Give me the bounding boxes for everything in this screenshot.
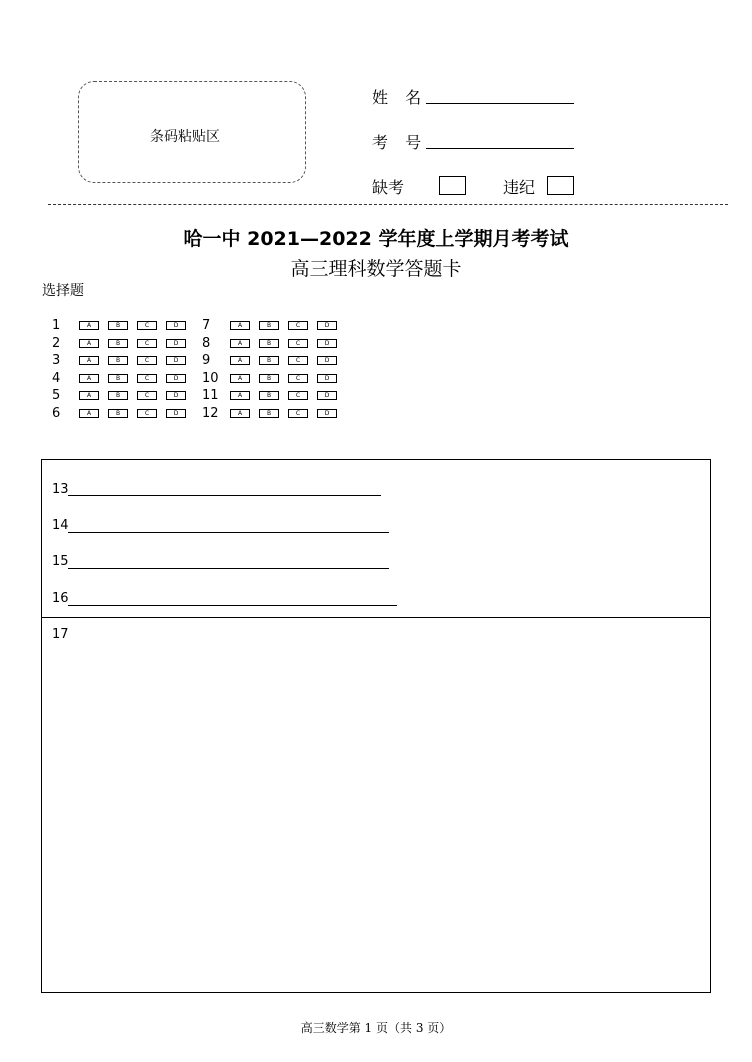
choice-option-bubble[interactable]: C: [288, 374, 308, 383]
choice-question-number: 10: [202, 370, 219, 386]
choice-option-bubble[interactable]: A: [79, 321, 99, 330]
choice-option-bubble[interactable]: B: [108, 339, 128, 348]
choice-question-number: 1: [52, 318, 61, 333]
choice-section-label: 选择题: [42, 283, 84, 299]
choice-option-bubble[interactable]: C: [137, 409, 157, 418]
choice-option-bubble[interactable]: B: [108, 356, 128, 365]
absent-checkbox[interactable]: [439, 176, 466, 195]
choice-option-bubble[interactable]: D: [166, 409, 186, 418]
fill-answer-line[interactable]: [68, 532, 389, 533]
choice-option-bubble[interactable]: A: [230, 321, 250, 330]
choice-question-number: 6: [52, 406, 61, 421]
choice-option-bubble[interactable]: A: [230, 356, 250, 365]
choice-option-bubble[interactable]: B: [108, 321, 128, 330]
choice-option-bubble[interactable]: C: [137, 321, 157, 330]
fill-question-number: 14: [52, 518, 69, 533]
name-field[interactable]: [426, 103, 574, 104]
barcode-label: 条码粘贴区: [150, 129, 220, 145]
choice-question-number: 8: [202, 335, 211, 351]
choice-option-bubble[interactable]: D: [166, 356, 186, 365]
exam-id-field[interactable]: [426, 148, 574, 149]
choice-option-bubble[interactable]: D: [166, 339, 186, 348]
choice-option-bubble[interactable]: A: [230, 339, 250, 348]
exam-id-label: 考 号: [372, 133, 428, 152]
essay-question-number: 17: [52, 627, 69, 642]
choice-option-bubble[interactable]: B: [259, 391, 279, 400]
choice-option-bubble[interactable]: A: [79, 339, 99, 348]
choice-option-bubble[interactable]: A: [230, 391, 250, 400]
choice-question-number: 7: [202, 318, 211, 333]
choice-option-bubble[interactable]: B: [259, 374, 279, 383]
choice-option-bubble[interactable]: C: [137, 374, 157, 383]
page-footer: 高三数学第 1 页（共 3 页）: [300, 1021, 452, 1035]
fill-answer-line[interactable]: [68, 495, 381, 496]
choice-option-bubble[interactable]: B: [259, 321, 279, 330]
choice-option-bubble[interactable]: C: [137, 356, 157, 365]
choice-option-bubble[interactable]: B: [108, 391, 128, 400]
fill-question-number: 13: [52, 482, 69, 497]
choice-option-bubble[interactable]: A: [79, 374, 99, 383]
choice-option-bubble[interactable]: D: [317, 391, 337, 400]
essay-answer-area[interactable]: [42, 645, 710, 991]
name-label: 姓 名: [372, 88, 428, 107]
choice-option-bubble[interactable]: C: [288, 391, 308, 400]
choice-option-bubble[interactable]: C: [288, 356, 308, 365]
absent-label: 缺考: [372, 178, 405, 197]
choice-option-bubble[interactable]: B: [108, 374, 128, 383]
choice-option-bubble[interactable]: D: [317, 356, 337, 365]
choice-option-bubble[interactable]: A: [230, 409, 250, 418]
choice-option-bubble[interactable]: B: [259, 339, 279, 348]
choice-question-number: 2: [52, 335, 61, 351]
choice-option-bubble[interactable]: A: [79, 391, 99, 400]
choice-option-bubble[interactable]: B: [108, 409, 128, 418]
choice-option-bubble[interactable]: C: [137, 391, 157, 400]
cut-line: [48, 204, 728, 205]
choice-option-bubble[interactable]: C: [288, 339, 308, 348]
violation-checkbox[interactable]: [547, 176, 574, 195]
answer-sheet-title: 高三理科数学答题卡: [290, 258, 462, 280]
violation-label: 违纪: [503, 178, 536, 197]
choice-option-bubble[interactable]: D: [317, 321, 337, 330]
fill-answer-line[interactable]: [68, 605, 397, 606]
choice-question-number: 11: [202, 388, 219, 404]
choice-option-bubble[interactable]: A: [230, 374, 250, 383]
fill-answer-line[interactable]: [68, 568, 389, 569]
choice-option-bubble[interactable]: C: [137, 339, 157, 348]
choice-option-bubble[interactable]: D: [317, 339, 337, 348]
choice-option-bubble[interactable]: D: [166, 321, 186, 330]
choice-option-bubble[interactable]: A: [79, 356, 99, 365]
answer-divider: [41, 617, 711, 618]
choice-question-number: 4: [52, 370, 61, 386]
choice-option-bubble[interactable]: D: [317, 374, 337, 383]
choice-option-bubble[interactable]: C: [288, 321, 308, 330]
fill-question-number: 15: [52, 554, 69, 569]
choice-question-number: 5: [52, 388, 61, 404]
choice-option-bubble[interactable]: D: [317, 409, 337, 418]
choice-option-bubble[interactable]: C: [288, 409, 308, 418]
choice-option-bubble[interactable]: B: [259, 409, 279, 418]
choice-question-number: 3: [52, 353, 61, 369]
choice-option-bubble[interactable]: D: [166, 374, 186, 383]
choice-option-bubble[interactable]: A: [79, 409, 99, 418]
choice-option-bubble[interactable]: D: [166, 391, 186, 400]
fill-question-number: 16: [52, 591, 69, 606]
exam-title: 哈一中 2021—2022 学年度上学期月考考试: [183, 228, 569, 250]
choice-question-number: 9: [202, 353, 211, 369]
choice-option-bubble[interactable]: B: [259, 356, 279, 365]
choice-question-number: 12: [202, 406, 219, 421]
